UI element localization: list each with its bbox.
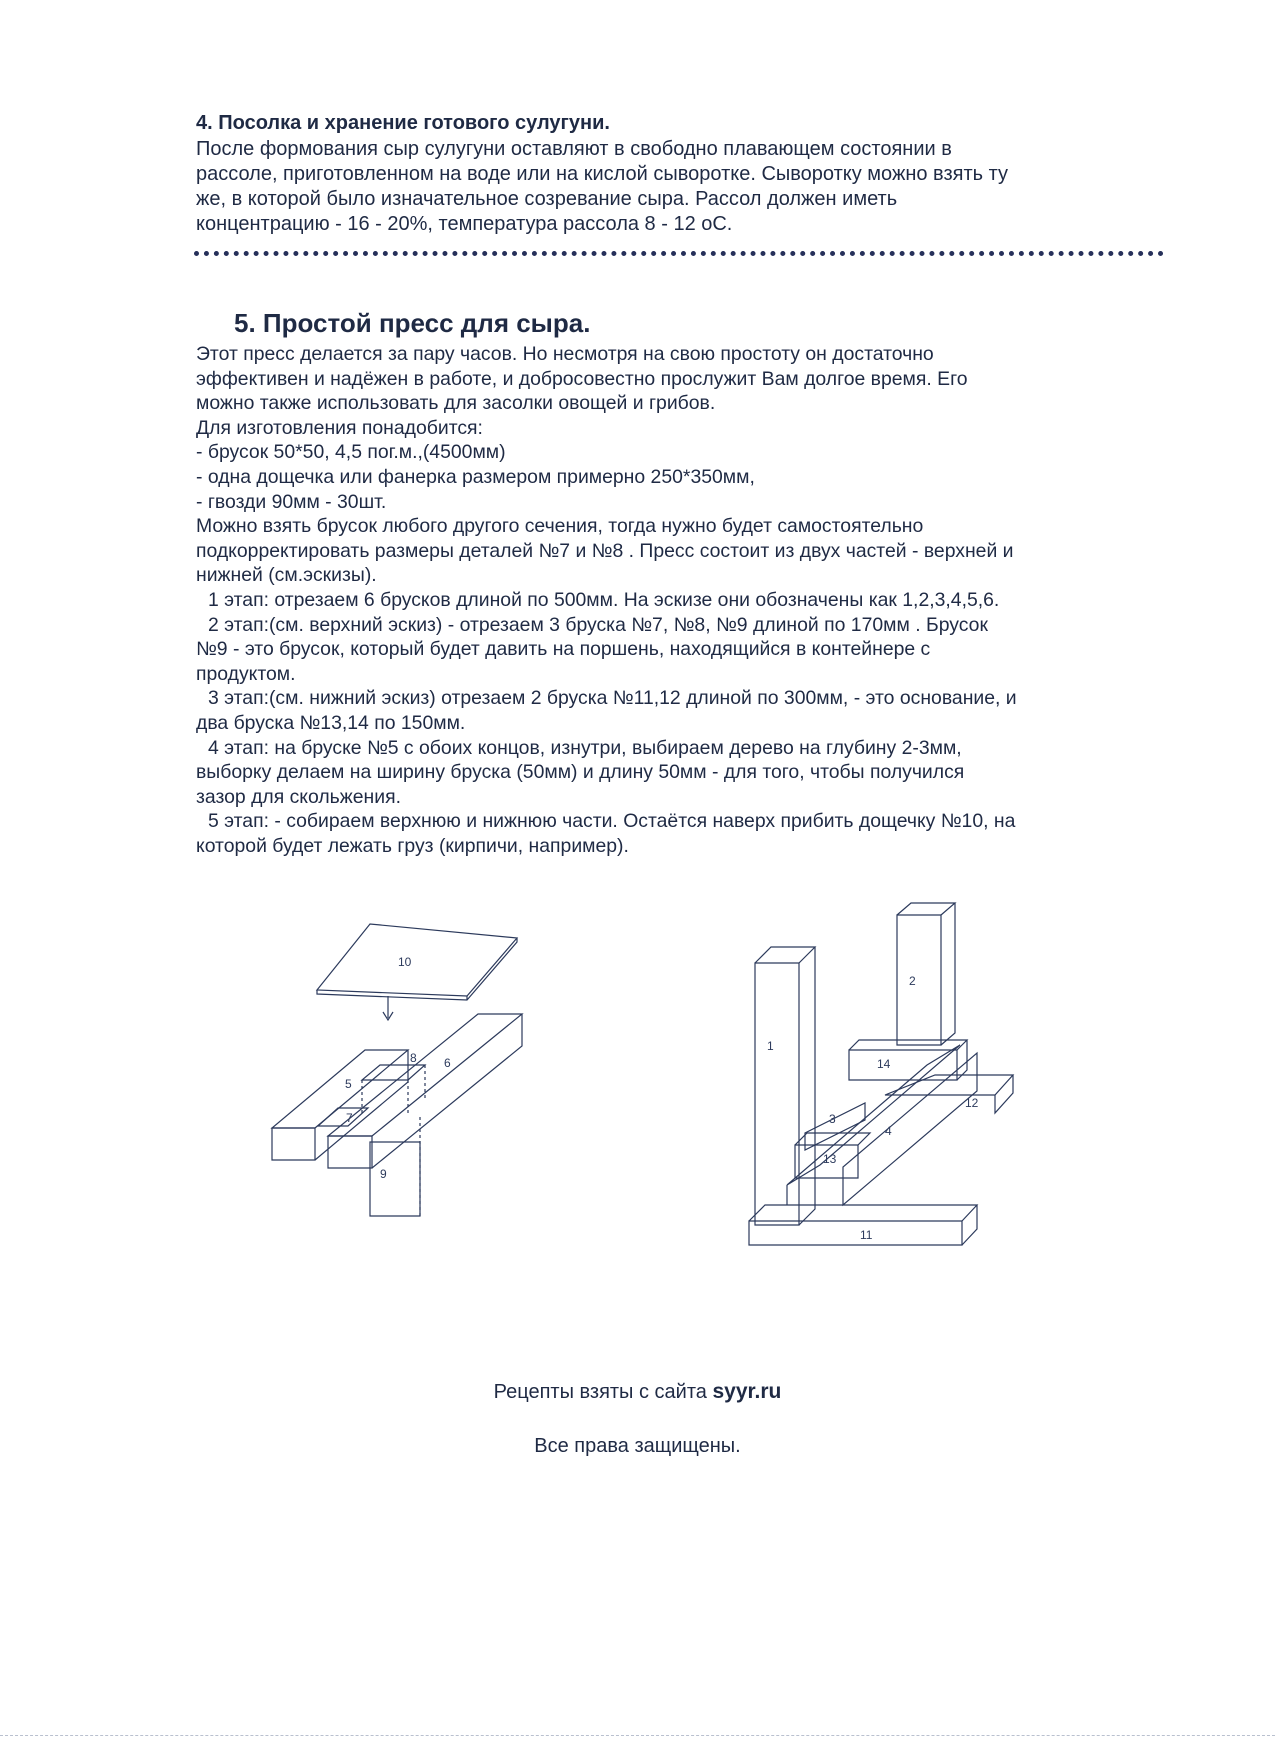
- section-5: [196, 306, 1176, 858]
- sketch-label: 5: [345, 1077, 352, 1091]
- top-press-sketch: [260, 910, 560, 1220]
- step-5-line: которой будет лежать груз (кирпичи, например).: [196, 834, 629, 857]
- sketch-label: 14: [877, 1057, 891, 1071]
- bar-9: [370, 1142, 420, 1216]
- note-line: подкорректировать размеры деталей №7 и №8 . Пресс состоит из двух частей - верхней и: [196, 539, 1014, 562]
- bar-5-top: [272, 1050, 408, 1128]
- section-4-line: рассоле, приготовленном на воде или на кислой сыворотке. Сыворотку можно взять ту: [196, 163, 1008, 185]
- step-3-line: 3 этап:(см. нижний эскиз) отрезаем 2 бруска №11,12 длиной по 300мм, - это основание, и: [208, 687, 1017, 710]
- materials-title: Для изготовления понадобится:: [196, 416, 483, 439]
- rights-line: Все права защищены.: [534, 1435, 741, 1457]
- intro-line: эффективен и надёжен в работе, и добросовестно прослужит Вам долгое время. Его: [196, 367, 968, 390]
- step-4-line: 4 этап: на бруске №5 с обоих концов, изнутри, выбираем дерево на глубину 2-3мм,: [208, 736, 962, 759]
- sketch-label: 1: [767, 1039, 774, 1053]
- section-4-line: же, в которой было изначательное созревание сыра. Рассол должен иметь: [196, 188, 898, 210]
- block-8: [362, 1065, 425, 1080]
- credit-prefix: Рецепты взяты с сайта: [493, 1381, 707, 1403]
- sketch-label: 12: [965, 1096, 979, 1110]
- note-line: нижней (см.эскизы).: [196, 564, 377, 587]
- section-4-title: 4. Посолка и хранение готового сулугуни.: [196, 112, 610, 134]
- sketch-label: 6: [444, 1056, 451, 1070]
- section-4-line: концентрацию - 16 - 20%, температура рассола 8 - 12 оС.: [196, 213, 733, 235]
- step-5-line: 5 этап: - собираем верхнюю и нижнюю части. Остаётся наверх прибить дощечку №10, на: [208, 810, 1016, 833]
- sketch-label: 11: [860, 1228, 873, 1242]
- material-item: - гвозди 90мм - 30шт.: [196, 490, 387, 513]
- step-1-line: 1 этап: отрезаем 6 брусков длиной по 500мм. На эскизе они обозначены как 1,2,3,4,5,6.: [208, 588, 1000, 611]
- step-2-line: 2 этап:(см. верхний эскиз) - отрезаем 3 бруска №7, №8, №9 длиной по 170мм . Брусок: [208, 613, 988, 636]
- site-name: syyr.ru: [712, 1380, 782, 1403]
- bar-6-end: [328, 1136, 372, 1168]
- scan-edge: [0, 1735, 1275, 1736]
- material-item: - одна дощечка или фанерка размером примерно 250*350мм,: [196, 465, 755, 488]
- bar-5-end: [272, 1128, 315, 1160]
- intro-line: Этот пресс делается за пару часов. Но несмотря на свою простоту он достаточно: [196, 343, 934, 365]
- post-2: [897, 915, 941, 1045]
- credit-line: [0, 1380, 1275, 1404]
- sketch-label: 3: [829, 1112, 836, 1126]
- dotted-separator: [194, 251, 1164, 256]
- board-10-top: [317, 924, 517, 996]
- bar-3-4-top: [787, 1045, 960, 1185]
- sketch-label: 10: [398, 955, 412, 969]
- step-4-line: выборку делаем на ширину бруска (50мм) и длину 50мм - для того, чтобы получился: [196, 761, 965, 784]
- post-1: [755, 963, 799, 1225]
- material-item: - брусок 50*50, 4,5 пог.м.,(4500мм): [196, 441, 506, 464]
- step-2-line: продуктом.: [196, 662, 296, 685]
- section-5-title: 5. Простой пресс для сыра.: [234, 308, 591, 338]
- step-4-line: зазор для скольжения.: [196, 785, 401, 808]
- section-4-line: После формования сыр сулугуни оставляют в свободно плавающем состоянии в: [196, 138, 952, 160]
- sketch-label: 9: [380, 1167, 387, 1181]
- note-line: Можно взять брусок любого другого сечения, тогда нужно будет самостоятельно: [196, 515, 924, 538]
- step-2-line: №9 - это брусок, который будет давить на поршень, находящийся в контейнере с: [196, 638, 931, 661]
- sketch-label: 7: [346, 1111, 353, 1125]
- section-4: [196, 110, 1176, 237]
- bottom-press-sketch: [745, 895, 1125, 1255]
- step-3-line: два бруска №13,14 по 150мм.: [196, 711, 466, 734]
- sketch-label: 13: [823, 1152, 837, 1166]
- intro-line: можно также использовать для засолки овощей и грибов.: [196, 392, 716, 415]
- sketch-label: 2: [909, 974, 916, 988]
- sketch-label: 8: [410, 1051, 417, 1065]
- bar-12-end: [995, 1075, 1013, 1113]
- sketch-label: 4: [885, 1124, 892, 1138]
